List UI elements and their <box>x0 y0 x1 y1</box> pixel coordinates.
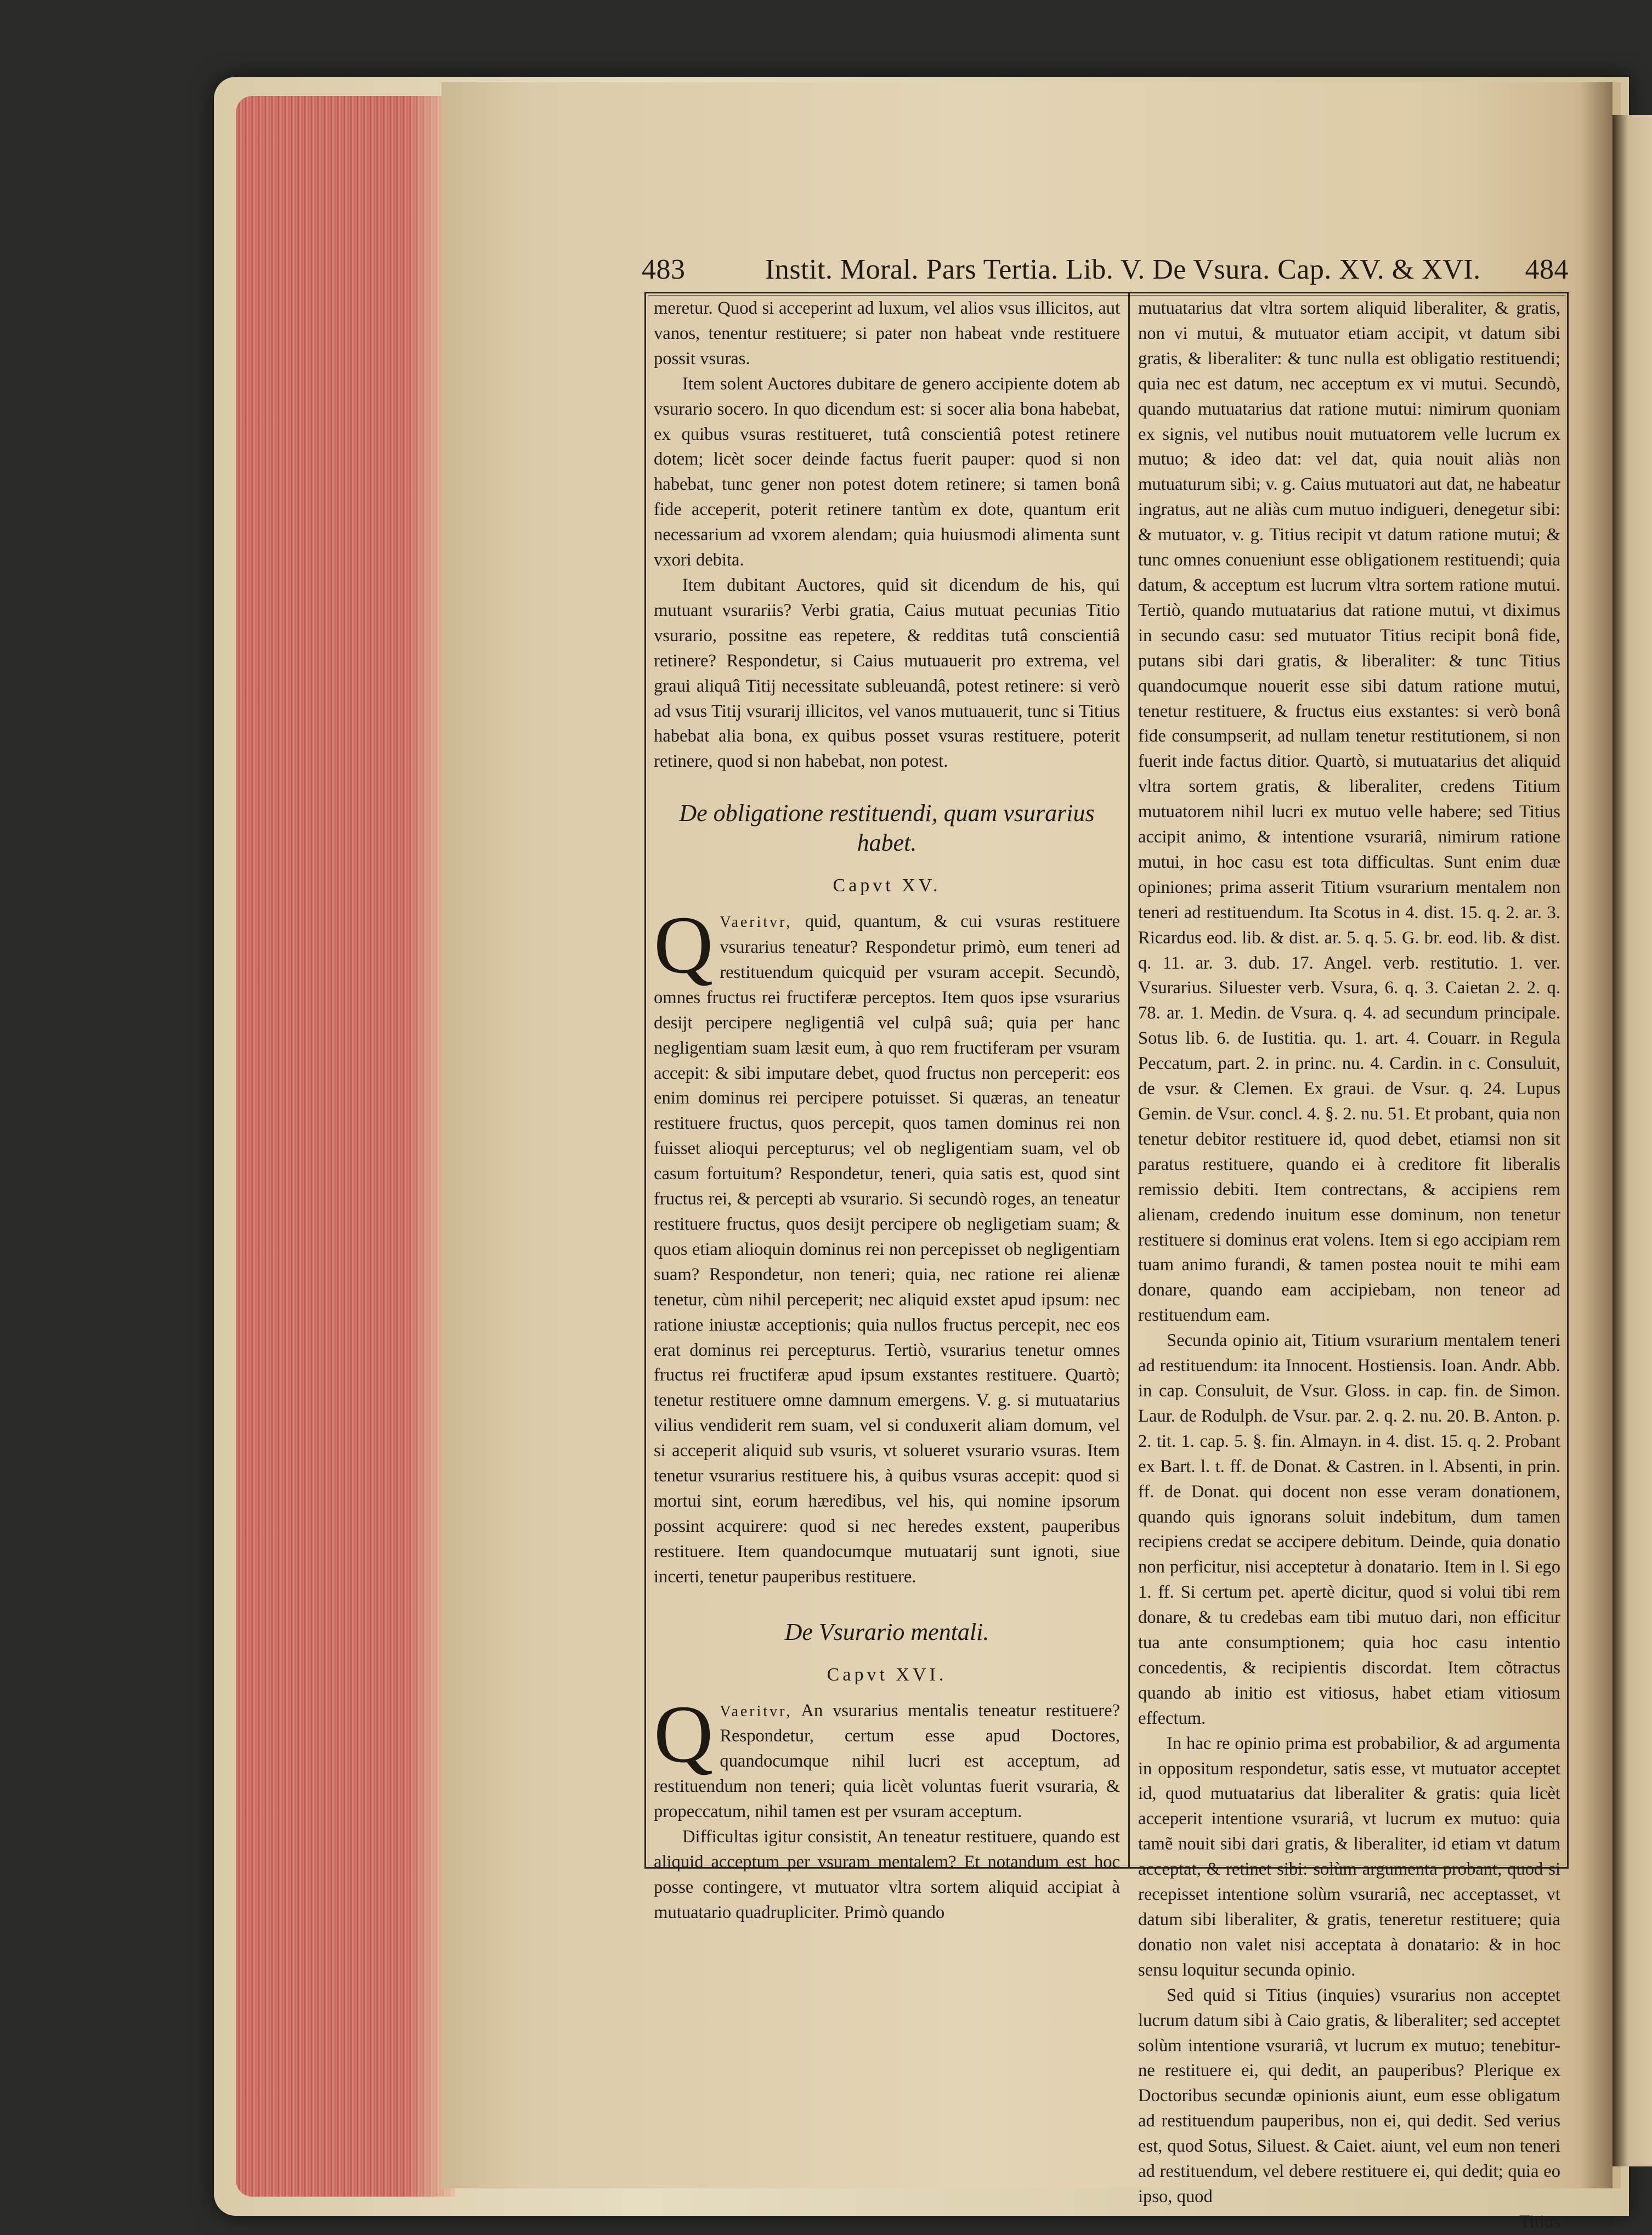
fore-edge-red-edges <box>236 96 455 2197</box>
paragraph-text: quid, quantum, & cui vsuras restituere vsurarius teneatur? Respondetur primò, eum teneri ad restituendum quicquid per vsuram accepit. Secundò, omnes fructus rei fructiferæ perceptos. Item quos ipse vsurarius desijt percipere negligentiâ vel culpâ suâ; quia per hanc negligentiam suam læsit eum, à quo rem fructiferam per vsuram accepit: & sibi imputare debet, quod fructus non perceperit: eos enim dominus rei percipere potuisset. Si quæras, an teneatur restituere fructus, quos percepit, quos tamen dominus rei non fuisset alioqui percepturus; vel ob negligentiam suam, vel ob casum fortuitum? Respondetur, teneri, quia satis est, quod sint fructus rei, & percepti ab vsurario. Si secundò roges, an teneatur restituere fructus, quos desijt percipere ob negligetiam suam; & quos etiam alioquin dominus rei non percepisset ob negligentiam suam? Respondetur, non teneri; quia, nec ratione rei alienæ tenetur, cùm nihil perceperit; nec aliquid exstet apud ipsum: nec ratione iniustæ acceptionis; quia nullos fructus percepit, nec eos erat dominus rei percepturus. Tertiò, vsurarius tenetur omnes fructus rei fructiferæ apud ipsum exstantes restituere. Quartò; tenetur restituere omne damnum emergens. V. g. si mutuatarius vilius vendiderit rem suam, vel si conduxerit aliam domum, vel si acceperit aliquid sub vsuris, vt solueret vsurario vsuras. Item tenetur vsurarius restituere his, à quibus vsuras accepit: quod si mortui sint, eorum hæredibus, vel his, qui nomine ipsorum possint acquirere: quod si nec heredes exstent, pauperibus restituere. Item quandocumque mutuatarij sunt ignoti, siue incerti, tenetur pauperibus restituere. <box>654 912 1120 1587</box>
paragraph: Item dubitant Auctores, quid sit dicendum de his, qui mutuant vsurariis? Verbi gratia, Caius mutuat pecunias Titio vsurario, possitne eas repetere, & redditas tutâ conscientiâ retinere? Respondetur, si Caius mutuauerit pro extrema, vel graui aliquâ Titij necessitate subleuandâ, potest retinere: si verò ad vsus Titij vsurarij illicitos, vel vanos mutuauerit, tunc si Titius habebat alia bona, ex quibus posset vsuras restituere, poterit retinere, quod si non habebat, non potest. <box>654 575 1120 772</box>
catchword: Titius <box>1519 2211 1560 2232</box>
lead-word: Vaeritvr, <box>720 1702 793 1720</box>
paragraph: meretur. Quod si acceperint ad luxum, vel alios vsus illicitos, aut vanos, tenentur restituere; si pater non habeat vnde restituere possit vsuras. <box>654 298 1120 369</box>
column-rule <box>1128 293 1130 1867</box>
paragraph-with-initial <box>654 1688 1120 1825</box>
paragraph-text: An vsurarius mentalis teneatur restituere? Respondetur, certum esse apud Doctores, quandocumque nihil lucri est acceptum, ad restituendum non teneri; quia licèt voluntas fuerit vsuraria, & propeccatum, nihil tamen est per vsuram acceptum. <box>654 1700 1120 1822</box>
section-heading: De Vsurario mentali. <box>784 1618 989 1645</box>
drop-cap-initial: Q <box>654 1688 714 1780</box>
drop-cap-initial: Q <box>654 899 714 991</box>
paragraph: Sed quid si Titius (inquies) vsurarius non acceptet lucrum datum sibi à Caio gratis, & liberaliter; sed acceptet solùm intentione vsurariâ, vt lucrum ex mutuo; tenebitur-ne restituere ei, qui dedit, an pauperibus? Plerique ex Doctoribus secundæ opinionis aiunt, eum esse obligatum ad restituendum pauperibus, non ei, qui dedit. Sed verius est, quod Sotus, Siluest. & Caiet. aiunt, vel eum non teneri ad restituendum, vel debere restituere ei, qui dedit; quia eo ipso, quod <box>1138 1985 1560 2206</box>
paragraph: In hac re opinio prima est probabilior, & ad argumenta in oppositum respondetur, satis esse, vt mutuator acceptet id, quod mutuatarius dat liberaliter & gratis: quia licèt acceperit intentione vsurariâ, vt lucrum ex mutuo: quia tamẽ nouit sibi dari gratis, & liberaliter, id etiam vt datum acceptat, & retinet sibi: solùm argumenta probant, quod si recepisset intentione solùm vsurariâ, nec acceptasset, vt datum sibi liberaliter, & gratis, teneretur restituere; quia donatio non valet nisi acceptata à donatario: & in hoc sensu loquitur secunda opinio. <box>1138 1733 1560 1980</box>
paragraph: Secunda opinio ait, Titium vsurarium mentalem teneri ad restituendum: ita Innocent. Hostiensis. Ioan. Andr. Abb. in cap. Consuluit, de Vsur. Gloss. in cap. fin. de Simon. Laur. de Rodulph. de Vsur. par. 2. q. 2. nu. 20. B. Anton. p. 2. tit. 1. cap. 5. §. fin. Almayn. in 4. dist. 15. q. 2. Probant ex Bart. l. t. ff. de Donat. & Castren. in l. Absenti, in prin. ff. de Donat. qui docent non esse veram donationem, quando quis ignorans soluit indebitum, dum tamen recipiens credat se accipere debitum. Deinde, quia donatio non perficitur, nisi acceptetur à donatario. Item in l. Si ego 1. ff. Si certum pet. apertè dicitur, quod si volui tibi rem donare, & tu credebas eam tibi mutuo dari, non efficitur tua ante consumptionem; quia hoc casu intentio concedentis, & recipientis discordat. Item cõtractus quando ab initio est vitiosus, habet etiam vitiosum effectum. <box>1138 1331 1560 1728</box>
chapter-label: Capvt XVI. <box>827 1664 947 1685</box>
paragraph-with-initial <box>654 899 1120 1589</box>
running-title: Instit. Moral. Pars Tertia. Lib. V. De Vsura. Cap. XV. & XVI. <box>765 254 1481 285</box>
left-column <box>654 296 1120 1926</box>
page-number-left: 483 <box>642 254 686 285</box>
paragraph: Item solent Auctores dubitare de genero accipiente dotem ab vsurario socero. In quo dicendum est: si socer alia bona habebat, ex quibus vsuras restitueret, tutâ conscientiâ potest retinere dotem; licèt socer deinde factus fuerit pauper: quod si non habebat, tunc gener non potest dotem retinere; si tamen bonâ fide acceperit, poterit retinere tantùm ex dote, quantum erit necessarium ad vxorem alendam; quia huiusmodi alimenta sunt vxori debita. <box>654 374 1120 570</box>
running-header <box>642 253 1569 292</box>
paragraph: Difficultas igitur consistit, An teneatur restituere, quando est aliquid acceptum per vsuram mentalem? Et notandum est hoc posse contingere, vt mutuator vltra sortem aliquid accipiat à mutuatario quadrupliciter. Primò quando <box>654 1827 1120 1922</box>
page-number-right: 484 <box>1525 254 1569 285</box>
lead-word: Vaeritvr, <box>720 914 793 931</box>
section-heading: De obligatione restituendi, quam vsurarius habet. <box>679 800 1095 857</box>
paragraph: mutuatarius dat vltra sortem aliquid liberaliter, & gratis, non vi mutui, & mutuator etiam accipit, vt datum sibi gratis, & liberaliter: & tunc nulla est obligatio restituendi; quia nec est datum, nec acceptum ex vi mutui. Secundò, quando mutuatarius dat ratione mutui: nimirum quoniam ex signis, vel nutibus nouit mutuatorem velle lucrum ex mutuo; & ideo dat: vel dat, quia nouit aliàs non mutuaturum sibi; v. g. Caius mutuatori aut dat, ne habeatur ingratus, aut ne aliàs cum mutuo indigueri, denegetur sibi: & mutuator, v. g. Titius recipit vt datum ratione mutui; & tunc omnes conueniunt esse obligationem restituendi; quia datum, & acceptum est lucrum vltra sortem ratione mutui. Tertiò, quando mutuatarius dat ratione mutui, vt diximus in secundo casu: sed mutuator Titius recipit bonâ fide, putans sibi dari gratis, & liberaliter: & tunc Titius quandocumque nouerit esse sibi datum ratione mutui, tenetur restituere, & fructus eius exstantes: si verò bonâ fide consumpserit, ad nullam tenetur restitutionem, si non fuerit inde factus ditior. Quartò, si mutuatarius det aliquid vltra sortem gratis, & liberaliter, credens Titium mutuatorem nihil lucri ex mutuo velle habere; sed Titius accipit animo, & intentione vsurariâ, nimirum ratione mutui, in hoc casu est tota difficultas. Sunt enim duæ opiniones; prima asserit Titium vsurarium mentalem non teneri ad restituendum. Ita Scotus in 4. dist. 15. q. 2. ar. 3. Ricardus eod. lib. & dist. ar. 5. q. 5. G. br. eod. lib. & dist. q. 11. ar. 3. dub. 17. Angel. verb. restitutio. 1. ver. Vsurarius. Siluester verb. Vsura, 6. q. 3. Caietan 2. 2. q. 78. ar. 1. Medin. de Vsura. q. 4. ad secundum principale. Sotus lib. 6. de Iustitia. qu. 1. art. 4. Couarr. in Regula Peccatum, part. 2. in princ. nu. 4. Cardin. in c. Consuluit, de vsur. & Clemen. Ex graui. de Vsur. q. 24. Lupus Gemin. de Vsur. concl. 4. §. 2. nu. 51. Et probant, quia non tenetur debitor restituere id, quod debet, etiamsi non sit paratus restituere, quando ei à creditore fit liberalis remissio debiti. Item contrectans, & accipiens rem alienam, credendo inuitum esse dominum, non tenetur restituere si dominus erat volens. Item si ego accipiam rem tuam animo furandi, & tamen postea nouit te mihi eam donare, quando eam accipiebam, non teneor ad restituendum eam. <box>1138 298 1560 1326</box>
gutter-shadow <box>1580 82 1613 2188</box>
chapter-label: Capvt XV. <box>833 875 941 896</box>
right-column <box>1138 296 1560 2235</box>
facing-page-edge <box>1613 115 1652 2166</box>
